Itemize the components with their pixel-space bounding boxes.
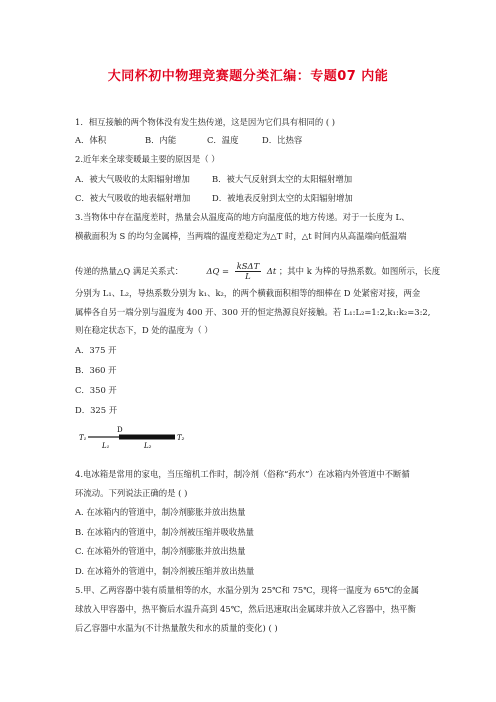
q1-option-d[interactable]: D．比热容: [262, 135, 303, 145]
q3-line-1: 3.当物体中存在温度差时，热量会从温度高的地方向温度低的地方传递。对于一长度为 L、: [75, 212, 410, 222]
q1-stem: 1．相互接触的两个物体没有发生热传递，这是因为它们具有相同的 ( ): [75, 117, 336, 127]
q3-line-3-suffix: ；其中 k 为棒的导热系数。如图所示，长度: [278, 266, 441, 276]
formula-denominator: L: [245, 271, 251, 281]
q2-option-a[interactable]: A．被大气吸收的太阳辐射增加: [75, 174, 190, 184]
q2-stem: 2.近年来全球变暖最主要的原因是（ ）: [75, 154, 220, 164]
q4-line-2: 环流动。下列说法正确的是 ( ): [75, 488, 188, 498]
label-l2: L₂: [144, 442, 152, 450]
q3-line-3-prefix: 传递的热量△Q 满足关系式：: [75, 266, 184, 276]
q4-option-b[interactable]: B. 在冰箱内的管道中，制冷剂被压缩并吸收热量: [75, 527, 254, 537]
formula-lhs: ΔQ =: [206, 266, 230, 276]
q1-option-b[interactable]: B．内能: [145, 135, 177, 145]
q5-line-1: 5.甲、乙两容器中装有质量相等的水，水温分别为 25℃和 75℃，现将一温度为 65℃的金属: [75, 585, 420, 595]
q1-option-c[interactable]: C．温度: [207, 135, 239, 145]
q2-option-d[interactable]: D．被地表反射到太空的太阳辐射增加: [212, 193, 353, 203]
q3-option-c[interactable]: C．350 开: [75, 385, 117, 395]
page-title: 大同杯初中物理竞赛题分类汇编：专题07 内能: [107, 69, 389, 84]
q2-option-c[interactable]: C．被大气吸收的地表辐射增加: [75, 193, 191, 203]
label-d: D: [117, 426, 123, 434]
formula-fraction: [235, 262, 261, 281]
q3-option-d[interactable]: D．325 开: [75, 405, 118, 415]
q4-line-1: 4.电冰箱是常用的家电，当压缩机工作时，制冷剂（俗称“药水”）在冰箱内外管道中不断循: [75, 469, 410, 479]
label-l1: L₁: [102, 442, 110, 450]
q3-line-5: 属棒各自另一端分别与温度为 400 开、300 开的恒定热源良好接触。若 L₁:L₂=1:2,k₁:k₂=3:2,: [75, 307, 431, 317]
formula-numerator: kSΔT: [236, 261, 260, 271]
q2-option-b[interactable]: B．被大气反射到太空的太阳辐射增加: [212, 174, 353, 184]
q4-option-c[interactable]: C. 在冰箱外的管道中，制冷剂膨胀并放出热量: [75, 546, 246, 556]
label-t2: T₂: [177, 434, 185, 442]
q3-option-a[interactable]: A．375 开: [75, 345, 117, 355]
q3-line-6: 则在稳定状态下，D 处的温度为（ ）: [75, 325, 213, 335]
q3-line-3: [75, 259, 440, 283]
q4-option-a[interactable]: A. 在冰箱内的管道中，制冷剂膨胀并放出热量: [75, 507, 246, 517]
q5-line-3: 后乙容器中水温为(不计热量散失和水的质量的变化) ( ): [75, 623, 278, 633]
formula-rhs: Δt: [266, 266, 277, 276]
rod-diagram: [78, 420, 198, 450]
q5-line-2: 球放入甲容器中，热平衡后水温升高到 45℃，然后迅速取出金属球并放入乙容器中，热平衡: [75, 604, 416, 614]
rod-2: [119, 435, 175, 440]
q4-option-d[interactable]: D. 在冰箱外的管道中，制冷剂被压缩并放出热量: [75, 566, 255, 576]
label-t1: T₁: [79, 434, 87, 442]
q3-line-2: 横截面积为 S 的均匀金属棒，当两端的温度差稳定为△T 时，△t 时间内从高温端向低温端: [75, 231, 407, 241]
q1-option-a[interactable]: A．体积: [75, 135, 107, 145]
q3-option-b[interactable]: B．360 开: [75, 365, 117, 375]
q3-line-4: 分别为 L₁、L₂，导热系数分别为 k₁、k₂，的两个横截面积相等的细棒在 D 处紧密对接，两金: [75, 288, 421, 298]
